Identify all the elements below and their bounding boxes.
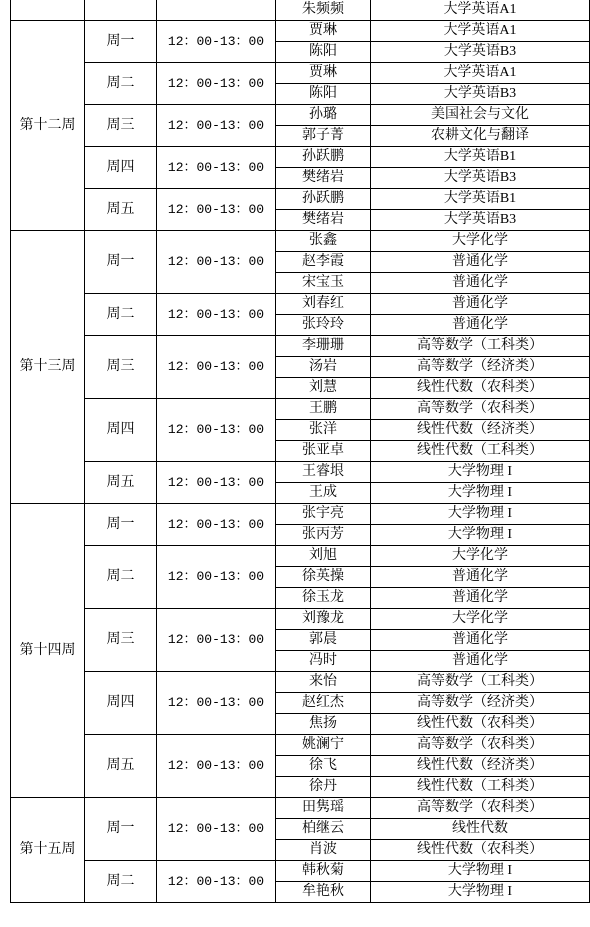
- week-label-cell: 第十四周: [11, 504, 85, 798]
- course-name-cell: 美国社会与文化: [371, 105, 590, 126]
- time-slot-cell: 12：00-13：00: [157, 294, 276, 336]
- course-name-cell: 线性代数（农科类）: [371, 378, 590, 399]
- day-label-cell: 周一: [85, 504, 157, 546]
- day-label-cell: 周一: [85, 21, 157, 63]
- teacher-name-cell: 汤岩: [276, 357, 371, 378]
- course-name-cell: 普通化学: [371, 651, 590, 672]
- course-name-cell: 高等数学（经济类）: [371, 357, 590, 378]
- day-label-cell: [85, 0, 157, 21]
- course-name-cell: 大学物理 I: [371, 462, 590, 483]
- time-slot-cell: 12：00-13：00: [157, 735, 276, 798]
- teacher-name-cell: 樊绪岩: [276, 210, 371, 231]
- course-name-cell: 大学英语B1: [371, 147, 590, 168]
- teacher-name-cell: 郭子菁: [276, 126, 371, 147]
- course-name-cell: 高等数学（工科类）: [371, 672, 590, 693]
- teacher-name-cell: 王成: [276, 483, 371, 504]
- teacher-name-cell: 陈阳: [276, 84, 371, 105]
- teacher-name-cell: 樊绪岩: [276, 168, 371, 189]
- week-label-cell: 第十五周: [11, 798, 85, 903]
- course-name-cell: 高等数学（工科类）: [371, 336, 590, 357]
- teacher-name-cell: 李珊珊: [276, 336, 371, 357]
- teacher-name-cell: 田隽瑶: [276, 798, 371, 819]
- time-slot-cell: 12：00-13：00: [157, 231, 276, 294]
- course-name-cell: 普通化学: [371, 567, 590, 588]
- time-slot-cell: 12：00-13：00: [157, 672, 276, 735]
- day-label-cell: 周二: [85, 861, 157, 903]
- table-row: [11, 462, 590, 483]
- teacher-name-cell: 陈阳: [276, 42, 371, 63]
- teacher-name-cell: 郭晨: [276, 630, 371, 651]
- time-slot-cell: 12：00-13：00: [157, 546, 276, 609]
- teacher-name-cell: 徐飞: [276, 756, 371, 777]
- teacher-name-cell: 孙璐: [276, 105, 371, 126]
- teacher-name-cell: 姚澜宁: [276, 735, 371, 756]
- course-name-cell: 普通化学: [371, 294, 590, 315]
- course-name-cell: 农耕文化与翻译: [371, 126, 590, 147]
- table-row: [11, 735, 590, 756]
- schedule-table: [10, 0, 590, 903]
- course-name-cell: 普通化学: [371, 252, 590, 273]
- table-row: [11, 63, 590, 84]
- course-name-cell: 大学物理 I: [371, 882, 590, 903]
- teacher-name-cell: 孙跃鹏: [276, 189, 371, 210]
- course-name-cell: 线性代数（工科类）: [371, 441, 590, 462]
- course-name-cell: 高等数学（农科类）: [371, 399, 590, 420]
- teacher-name-cell: 肖波: [276, 840, 371, 861]
- table-row: [11, 546, 590, 567]
- teacher-name-cell: 柏继云: [276, 819, 371, 840]
- course-name-cell: 大学物理 I: [371, 504, 590, 525]
- week-label-cell: 第十二周: [11, 21, 85, 231]
- course-name-cell: 线性代数（经济类）: [371, 420, 590, 441]
- course-name-cell: 大学化学: [371, 546, 590, 567]
- course-name-cell: 大学英语B1: [371, 189, 590, 210]
- table-row: [11, 231, 590, 252]
- course-name-cell: 线性代数（农科类）: [371, 840, 590, 861]
- schedule-table-body: [11, 0, 590, 903]
- day-label-cell: 周一: [85, 231, 157, 294]
- time-slot-cell: 12：00-13：00: [157, 147, 276, 189]
- table-row: [11, 294, 590, 315]
- day-label-cell: 周四: [85, 399, 157, 462]
- time-slot-cell: 12：00-13：00: [157, 189, 276, 231]
- course-name-cell: 大学英语B3: [371, 210, 590, 231]
- course-name-cell: 线性代数（工科类）: [371, 777, 590, 798]
- time-slot-cell: 12：00-13：00: [157, 21, 276, 63]
- teacher-name-cell: 赵李霞: [276, 252, 371, 273]
- course-name-cell: 普通化学: [371, 630, 590, 651]
- day-label-cell: 周三: [85, 609, 157, 672]
- teacher-name-cell: 贾琳: [276, 63, 371, 84]
- course-name-cell: 大学化学: [371, 231, 590, 252]
- teacher-name-cell: 刘豫龙: [276, 609, 371, 630]
- course-name-cell: 大学英语A1: [371, 0, 590, 21]
- teacher-name-cell: 刘春红: [276, 294, 371, 315]
- teacher-name-cell: 徐英操: [276, 567, 371, 588]
- course-name-cell: 大学物理 I: [371, 861, 590, 882]
- teacher-name-cell: 张丙芳: [276, 525, 371, 546]
- course-name-cell: 高等数学（经济类）: [371, 693, 590, 714]
- teacher-name-cell: 王睿垠: [276, 462, 371, 483]
- time-slot-cell: 12：00-13：00: [157, 399, 276, 462]
- teacher-name-cell: 宋宝玉: [276, 273, 371, 294]
- table-row: [11, 609, 590, 630]
- course-name-cell: 大学英语B3: [371, 42, 590, 63]
- course-name-cell: 大学物理 I: [371, 483, 590, 504]
- course-name-cell: 高等数学（农科类）: [371, 735, 590, 756]
- time-slot-cell: 12：00-13：00: [157, 798, 276, 861]
- time-slot-cell: 12：00-13：00: [157, 861, 276, 903]
- teacher-name-cell: 牟艳秋: [276, 882, 371, 903]
- day-label-cell: 周四: [85, 147, 157, 189]
- table-row: [11, 504, 590, 525]
- day-label-cell: 周三: [85, 336, 157, 399]
- time-slot-cell: 12：00-13：00: [157, 63, 276, 105]
- day-label-cell: 周二: [85, 294, 157, 336]
- table-row: [11, 0, 590, 21]
- course-name-cell: 高等数学（农科类）: [371, 798, 590, 819]
- time-slot-cell: 12：00-13：00: [157, 105, 276, 147]
- table-row: [11, 672, 590, 693]
- teacher-name-cell: 冯时: [276, 651, 371, 672]
- teacher-name-cell: 刘旭: [276, 546, 371, 567]
- teacher-name-cell: 张玲玲: [276, 315, 371, 336]
- course-name-cell: 线性代数（农科类）: [371, 714, 590, 735]
- teacher-name-cell: 张宇亮: [276, 504, 371, 525]
- teacher-name-cell: 刘慧: [276, 378, 371, 399]
- course-name-cell: 普通化学: [371, 315, 590, 336]
- teacher-name-cell: 孙跃鹏: [276, 147, 371, 168]
- teacher-name-cell: 张亚卓: [276, 441, 371, 462]
- teacher-name-cell: 焦扬: [276, 714, 371, 735]
- day-label-cell: 周三: [85, 105, 157, 147]
- teacher-name-cell: 朱频频: [276, 0, 371, 21]
- week-label-cell: [11, 0, 85, 21]
- day-label-cell: 周五: [85, 189, 157, 231]
- time-slot-cell: 12：00-13：00: [157, 336, 276, 399]
- table-row: [11, 798, 590, 819]
- time-slot-cell: 12：00-13：00: [157, 504, 276, 546]
- teacher-name-cell: 徐丹: [276, 777, 371, 798]
- time-slot-cell: 12：00-13：00: [157, 462, 276, 504]
- teacher-name-cell: 赵红杰: [276, 693, 371, 714]
- course-name-cell: 大学英语B3: [371, 168, 590, 189]
- day-label-cell: 周五: [85, 735, 157, 798]
- table-row: [11, 189, 590, 210]
- table-row: [11, 861, 590, 882]
- day-label-cell: 周四: [85, 672, 157, 735]
- course-name-cell: 大学物理 I: [371, 525, 590, 546]
- course-name-cell: 大学英语A1: [371, 21, 590, 42]
- course-name-cell: 普通化学: [371, 588, 590, 609]
- day-label-cell: 周五: [85, 462, 157, 504]
- teacher-name-cell: 张鑫: [276, 231, 371, 252]
- course-name-cell: 大学英语A1: [371, 63, 590, 84]
- table-row: [11, 105, 590, 126]
- table-row: [11, 399, 590, 420]
- teacher-name-cell: 王鹏: [276, 399, 371, 420]
- course-name-cell: 线性代数: [371, 819, 590, 840]
- day-label-cell: 周二: [85, 63, 157, 105]
- teacher-name-cell: 张洋: [276, 420, 371, 441]
- table-row: [11, 336, 590, 357]
- course-name-cell: 大学化学: [371, 609, 590, 630]
- course-name-cell: 线性代数（经济类）: [371, 756, 590, 777]
- course-name-cell: 大学英语B3: [371, 84, 590, 105]
- teacher-name-cell: 徐玉龙: [276, 588, 371, 609]
- time-slot-cell: [157, 0, 276, 21]
- day-label-cell: 周二: [85, 546, 157, 609]
- time-slot-cell: 12：00-13：00: [157, 609, 276, 672]
- table-row: [11, 21, 590, 42]
- course-name-cell: 普通化学: [371, 273, 590, 294]
- teacher-name-cell: 来怡: [276, 672, 371, 693]
- teacher-name-cell: 韩秋菊: [276, 861, 371, 882]
- teacher-name-cell: 贾琳: [276, 21, 371, 42]
- week-label-cell: 第十三周: [11, 231, 85, 504]
- table-row: [11, 147, 590, 168]
- day-label-cell: 周一: [85, 798, 157, 861]
